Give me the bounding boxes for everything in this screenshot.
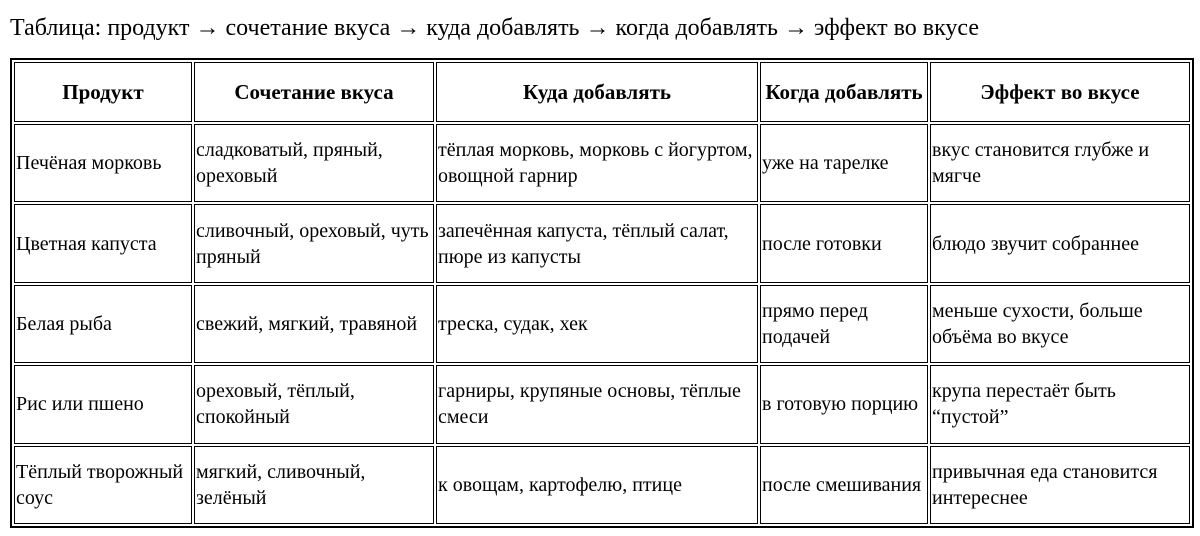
cell-taste-effect: меньше сухости, больше объёма во вкусе — [930, 285, 1190, 363]
table-row — [14, 204, 1190, 282]
table-row — [14, 285, 1190, 363]
cell-where-to-add: к овощам, картофелю, птице — [436, 446, 758, 524]
header-product: Продукт — [14, 62, 192, 122]
cell-when-to-add: после смешивания — [760, 446, 928, 524]
cell-product: Цветная капуста — [14, 204, 192, 282]
cell-taste-effect: блюдо звучит собраннее — [930, 204, 1190, 282]
cell-taste-effect: крупа перестаёт быть “пустой” — [930, 365, 1190, 443]
header-row — [14, 62, 1190, 122]
cell-flavor-pairing: ореховый, тёплый, спокойный — [194, 365, 434, 443]
table-row — [14, 365, 1190, 443]
cell-flavor-pairing: сливочный, ореховый, чуть пряный — [194, 204, 434, 282]
cell-flavor-pairing: свежий, мягкий, травяной — [194, 285, 434, 363]
cell-product: Рис или пшено — [14, 365, 192, 443]
cell-flavor-pairing: сладковатый, пряный, ореховый — [194, 124, 434, 202]
table-caption: Таблица: продукт → сочетание вкуса → куда добавлять → когда добавлять → эффект во вкусе — [10, 15, 980, 41]
cell-taste-effect: вкус становится глубже и мягче — [930, 124, 1190, 202]
cell-when-to-add: после готовки — [760, 204, 928, 282]
table-row — [14, 124, 1190, 202]
cell-flavor-pairing: мягкий, сливочный, зелёный — [194, 446, 434, 524]
cell-where-to-add: гарниры, крупяные основы, тёплые смеси — [436, 365, 758, 443]
header-flavor-pairing: Сочетание вкуса — [194, 62, 434, 122]
header-when-to-add: Когда добавлять — [760, 62, 928, 122]
table-row — [14, 446, 1190, 524]
header-where-to-add: Куда добавлять — [436, 62, 758, 122]
cell-when-to-add: прямо перед подачей — [760, 285, 928, 363]
flavor-table — [10, 58, 1194, 528]
cell-product: Печёная морковь — [14, 124, 192, 202]
cell-when-to-add: в готовую порцию — [760, 365, 928, 443]
cell-taste-effect: привычная еда становится интереснее — [930, 446, 1190, 524]
header-taste-effect: Эффект во вкусе — [930, 62, 1190, 122]
cell-product: Белая рыба — [14, 285, 192, 363]
cell-where-to-add: тёплая морковь, морковь с йогуртом, овощной гарнир — [436, 124, 758, 202]
cell-where-to-add: запечённая капуста, тёплый салат, пюре из капусты — [436, 204, 758, 282]
cell-where-to-add: треска, судак, хек — [436, 285, 758, 363]
cell-when-to-add: уже на тарелке — [760, 124, 928, 202]
cell-product: Тёплый творожный соус — [14, 446, 192, 524]
